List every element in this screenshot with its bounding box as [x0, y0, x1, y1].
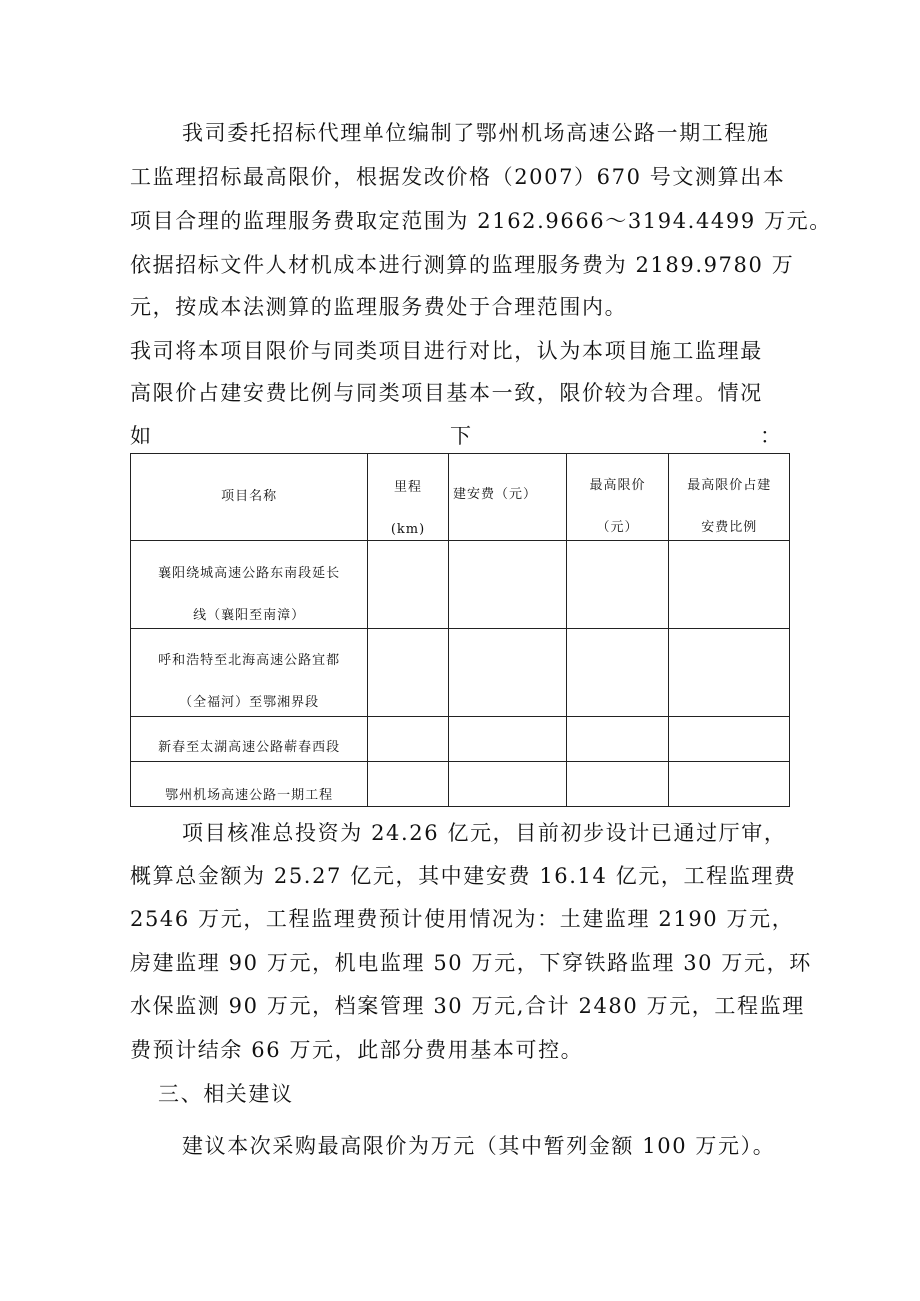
paragraph-3-line-4: 房建监理 90 万元，机电监理 50 万元，下穿铁路监理 30 万元，环	[130, 951, 812, 975]
paragraph-2-line-2: 高限价占建安费比例与同类项目基本一致，限价较为合理。情况	[130, 381, 763, 405]
row-4-project-name: 鄂州机场高速公路一期工程	[131, 762, 368, 807]
paragraph-1-line-4: 依据招标文件人材机成本进行测算的监理服务费为 2189.9780 万	[130, 253, 795, 277]
table-row	[131, 541, 790, 629]
paragraph-1-line-2: 工监理招标最高限价，根据发改价格（2007）670 号文测算出本	[130, 165, 786, 189]
paragraph-1-line-1: 我司委托招标代理单位编制了鄂州机场高速公路一期工程施	[182, 121, 770, 145]
row-2-mileage	[368, 629, 449, 717]
row-2-cost	[448, 629, 566, 717]
row-3-limit	[566, 717, 669, 762]
row-1-mileage	[368, 541, 449, 629]
row-2-project-name: 呼和浩特至北海高速公路宜都 （全福河）至鄂湘界段	[131, 629, 368, 717]
row-1-limit	[566, 541, 669, 629]
row-2-limit	[566, 629, 669, 717]
row-4-mileage	[368, 762, 449, 807]
row-3-cost	[448, 717, 566, 762]
row-4-limit	[566, 762, 669, 807]
paragraph-1-line-3: 项目合理的监理服务费取定范围为 2162.9666～3194.4499 万元。	[130, 209, 832, 233]
row-4-ratio	[669, 762, 790, 807]
header-project-name: 项目名称	[131, 454, 368, 541]
row-3-ratio	[669, 717, 790, 762]
section-3-heading: 三、相关建议	[158, 1082, 294, 1106]
row-1-cost	[448, 541, 566, 629]
row-3-project-name: 新春至太湖高速公路蕲春西段	[131, 717, 368, 762]
paragraph-3-line-6: 费预计结余 66 万元，此部分费用基本可控。	[130, 1038, 584, 1062]
paragraph-3-line-2: 概算总金额为 25.27 亿元，其中建安费 16.14 亿元，工程监理费	[130, 864, 797, 888]
paragraph-3-line-3: 2546 万元，工程监理费预计使用情况为：土建监理 2190 万元，	[130, 907, 795, 931]
table-header-row	[131, 454, 790, 541]
table-row	[131, 717, 790, 762]
row-3-mileage	[368, 717, 449, 762]
paragraph-1-line-5: 元，按成本法测算的监理服务费处于合理范围内。	[130, 295, 628, 319]
row-4-cost	[448, 762, 566, 807]
comparison-table	[130, 453, 790, 807]
paragraph-4-line-1: 建议本次采购最高限价为万元（其中暂列金额 100 万元）。	[182, 1134, 776, 1158]
row-1-project-name: 襄阳绕城高速公路东南段延长 线（襄阳至南漳）	[131, 541, 368, 629]
header-construction-cost: 建安费（元）	[448, 454, 566, 541]
header-limit-ratio: 最高限价占建 安费比例	[669, 454, 790, 541]
header-max-limit-price: 最高限价 （元）	[566, 454, 669, 541]
row-2-ratio	[669, 629, 790, 717]
paragraph-2-line-3-part-3: ：	[760, 424, 783, 448]
header-mileage: 里程 (km)	[368, 454, 449, 541]
table-row	[131, 629, 790, 717]
paragraph-3-line-5: 水保监测 90 万元，档案管理 30 万元,合计 2480 万元，工程监理	[130, 994, 805, 1018]
table-row	[131, 762, 790, 807]
row-1-ratio	[669, 541, 790, 629]
paragraph-2-line-3-part-1: 如	[130, 424, 153, 448]
paragraph-3-line-1: 项目核准总投资为 24.26 亿元，目前初步设计已通过厅审，	[182, 821, 787, 845]
paragraph-2-line-1: 我司将本项目限价与同类项目进行对比，认为本项目施工监理最	[130, 339, 763, 363]
paragraph-2-line-3-part-2: 下	[450, 424, 473, 448]
